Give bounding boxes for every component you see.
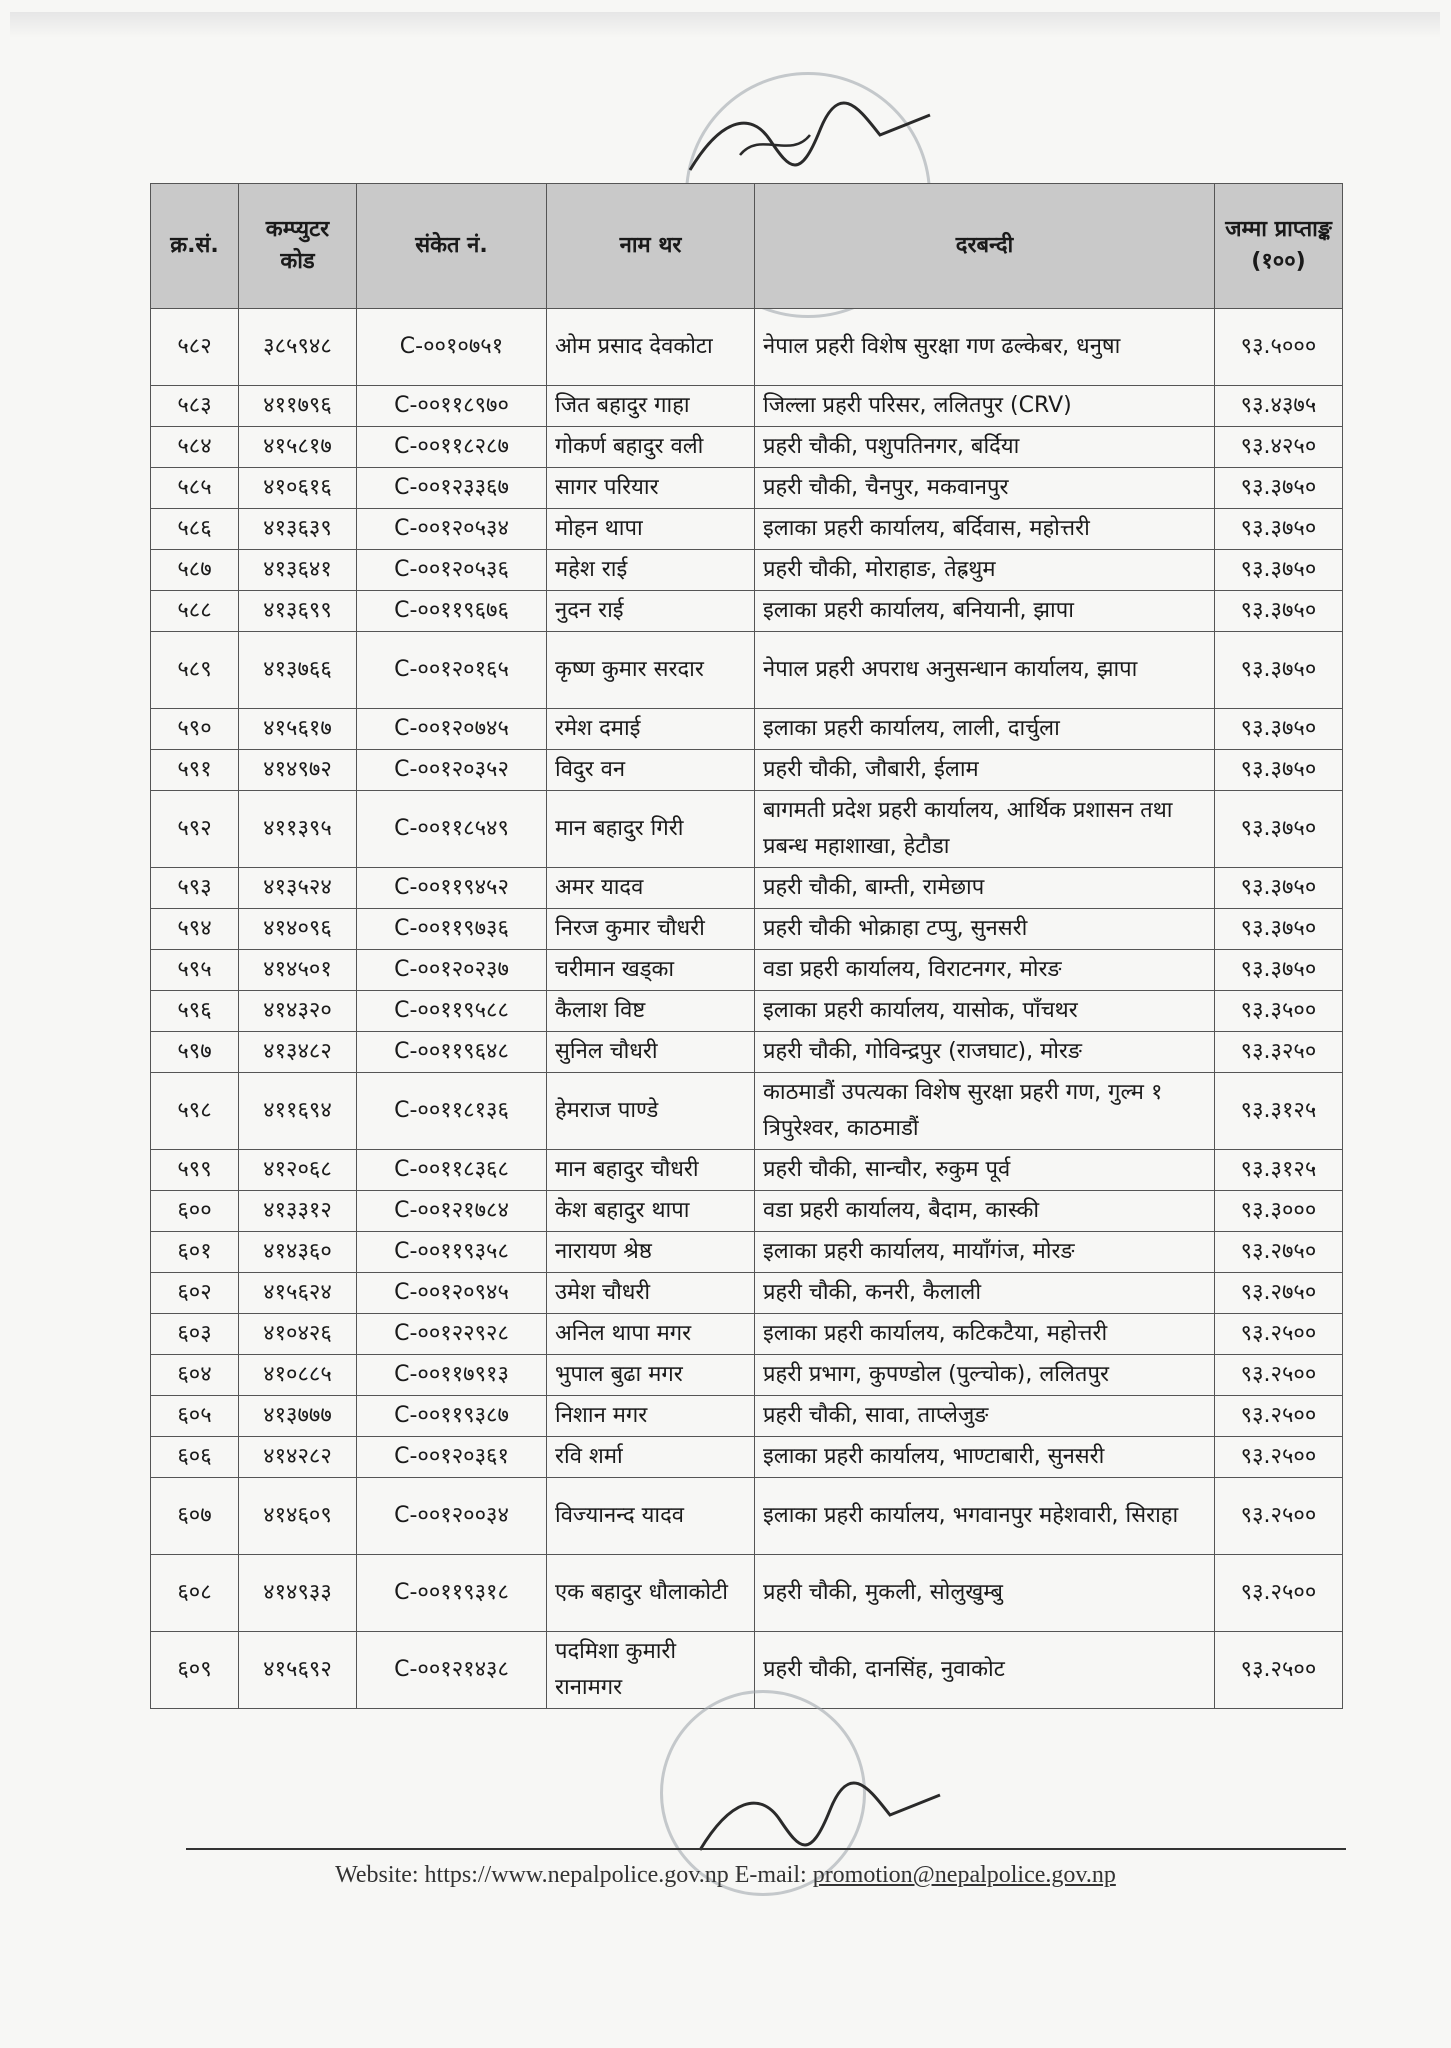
posting-cell: प्रहरी चौकी, जौबारी, ईलाम [755, 750, 1215, 791]
signature [680, 100, 940, 190]
name-cell: रवि शर्मा [547, 1437, 755, 1478]
computer-code-cell: ४१४०९६ [239, 909, 357, 950]
posting-cell: नेपाल प्रहरी विशेष सुरक्षा गण ढल्केबर, धनुषा [755, 309, 1215, 386]
posting-cell: इलाका प्रहरी कार्यालय, यासोक, पाँचथर [755, 991, 1215, 1032]
serial-number-cell: ६०५ [151, 1396, 239, 1437]
symbol-number-cell: C-००१२०१६५ [357, 632, 547, 709]
serial-number-cell: ५९४ [151, 909, 239, 950]
computer-code-cell: ४१३६४१ [239, 550, 357, 591]
name-cell: सुनिल चौधरी [547, 1032, 755, 1073]
name-cell: नारायण श्रेष्ठ [547, 1232, 755, 1273]
symbol-number-cell: C-००१२०३६१ [357, 1437, 547, 1478]
computer-code-cell: ४१३५२४ [239, 868, 357, 909]
total-score-cell: ९३.२५०० [1215, 1478, 1343, 1555]
footer-divider [186, 1848, 1346, 1850]
name-cell: उमेश चौधरी [547, 1273, 755, 1314]
signature-bottom [690, 1780, 950, 1870]
total-score-cell: ९३.२७५० [1215, 1273, 1343, 1314]
name-cell: मान बहादुर गिरी [547, 791, 755, 868]
serial-number-cell: ६०७ [151, 1478, 239, 1555]
computer-code-cell: ४१४९३३ [239, 1555, 357, 1632]
posting-cell: प्रहरी चौकी, सान्चौर, रुकुम पूर्व [755, 1150, 1215, 1191]
symbol-number-cell: C-००११८१३६ [357, 1073, 547, 1150]
posting-cell: प्रहरी चौकी भोक्राहा टप्पु, सुनसरी [755, 909, 1215, 950]
serial-number-cell: ५८६ [151, 509, 239, 550]
total-score-cell: ९३.३१२५ [1215, 1150, 1343, 1191]
name-cell: मोहन थापा [547, 509, 755, 550]
name-cell: अनिल थापा मगर [547, 1314, 755, 1355]
total-score-cell: ९३.२५०० [1215, 1632, 1343, 1709]
total-score-cell: ९३.२५०० [1215, 1437, 1343, 1478]
table-row [151, 1437, 1343, 1478]
posting-cell: प्रहरी चौकी, बाम्ती, रामेछाप [755, 868, 1215, 909]
table-row [151, 1396, 1343, 1437]
serial-number-cell: ५८४ [151, 427, 239, 468]
posting-cell: इलाका प्रहरी कार्यालय, लाली, दार्चुला [755, 709, 1215, 750]
symbol-number-cell: C-००११९३१८ [357, 1555, 547, 1632]
total-score-cell: ९३.५००० [1215, 309, 1343, 386]
total-score-cell: ९३.३७५० [1215, 909, 1343, 950]
computer-code-cell: ४१५६१७ [239, 709, 357, 750]
table-header-row [151, 184, 1343, 309]
total-score-cell: ९३.२५०० [1215, 1555, 1343, 1632]
table-row [151, 1478, 1343, 1555]
serial-number-cell: ५९८ [151, 1073, 239, 1150]
posting-cell: इलाका प्रहरी कार्यालय, भगवानपुर महेशवारी, सिराहा [755, 1478, 1215, 1555]
symbol-number-cell: C-००११९३५८ [357, 1232, 547, 1273]
name-cell: निरज कुमार चौधरी [547, 909, 755, 950]
total-score-cell: ९३.३७५० [1215, 709, 1343, 750]
table-row [151, 709, 1343, 750]
symbol-number-cell: C-००१२०९४५ [357, 1273, 547, 1314]
total-score-cell: ९३.३५०० [1215, 991, 1343, 1032]
symbol-number-cell: C-००१२१४३८ [357, 1632, 547, 1709]
footer [0, 1862, 1451, 1889]
computer-code-cell: ४१३४८२ [239, 1032, 357, 1073]
table-row [151, 1273, 1343, 1314]
symbol-number-cell: C-००१२०५३४ [357, 509, 547, 550]
posting-cell: जिल्ला प्रहरी परिसर, ललितपुर (CRV) [755, 386, 1215, 427]
computer-code-cell: ४१५६९२ [239, 1632, 357, 1709]
symbol-number-cell: C-००११८२८७ [357, 427, 547, 468]
posting-cell: प्रहरी चौकी, दानसिंह, नुवाकोट [755, 1632, 1215, 1709]
header-name: नाम थर [547, 184, 755, 309]
name-cell: विज्यानन्द यादव [547, 1478, 755, 1555]
posting-cell: प्रहरी चौकी, मुकली, सोलुखुम्बु [755, 1555, 1215, 1632]
posting-cell: बागमती प्रदेश प्रहरी कार्यालय, आर्थिक प्रशासन तथा प्रबन्ध महाशाखा, हेटौडा [755, 791, 1215, 868]
serial-number-cell: ५९१ [151, 750, 239, 791]
computer-code-cell: ४११३९५ [239, 791, 357, 868]
header-serial-number: क्र.सं. [151, 184, 239, 309]
serial-number-cell: ५९९ [151, 1150, 239, 1191]
serial-number-cell: ५८२ [151, 309, 239, 386]
computer-code-cell: ४१४३२० [239, 991, 357, 1032]
table-row [151, 468, 1343, 509]
table-row [151, 750, 1343, 791]
symbol-number-cell: C-००११९६४८ [357, 1032, 547, 1073]
total-score-cell: ९३.३७५० [1215, 750, 1343, 791]
total-score-cell: ९३.३७५० [1215, 632, 1343, 709]
total-score-cell: ९३.३७५० [1215, 868, 1343, 909]
serial-number-cell: ६०४ [151, 1355, 239, 1396]
header-computer-code: कम्प्युटर कोड [239, 184, 357, 309]
computer-code-cell: ४१५८१७ [239, 427, 357, 468]
table-row [151, 868, 1343, 909]
name-cell: कैलाश विष्ट [547, 991, 755, 1032]
computer-code-cell: ४१४९७२ [239, 750, 357, 791]
computer-code-cell: ४१३७६६ [239, 632, 357, 709]
serial-number-cell: ६०० [151, 1191, 239, 1232]
name-cell: अमर यादव [547, 868, 755, 909]
symbol-number-cell: C-००१०७५१ [357, 309, 547, 386]
computer-code-cell: ४१४५०१ [239, 950, 357, 991]
name-cell: नुदन राई [547, 591, 755, 632]
serial-number-cell: ५९२ [151, 791, 239, 868]
table-row [151, 550, 1343, 591]
table-row [151, 309, 1343, 386]
header-symbol-number: संकेत नं. [357, 184, 547, 309]
name-cell: महेश राई [547, 550, 755, 591]
computer-code-cell: ३८५९४८ [239, 309, 357, 386]
table-row [151, 791, 1343, 868]
serial-number-cell: ५८५ [151, 468, 239, 509]
table-row [151, 909, 1343, 950]
serial-number-cell: ६०८ [151, 1555, 239, 1632]
symbol-number-cell: C-००११७९१३ [357, 1355, 547, 1396]
serial-number-cell: ५८९ [151, 632, 239, 709]
name-cell: एक बहादुर धौलाकोटी [547, 1555, 755, 1632]
posting-cell: प्रहरी चौकी, मोराहाङ, तेह्रथुम [755, 550, 1215, 591]
name-cell: रमेश दमाई [547, 709, 755, 750]
name-cell: कृष्ण कुमार सरदार [547, 632, 755, 709]
total-score-cell: ९३.३७५० [1215, 950, 1343, 991]
table-row [151, 950, 1343, 991]
table-row [151, 1032, 1343, 1073]
footer-website-text: Website: https://www.nepalpolice.gov.np E-mail: [335, 1862, 813, 1888]
symbol-number-cell: C-००१२०३५२ [357, 750, 547, 791]
serial-number-cell: ५९७ [151, 1032, 239, 1073]
table-row [151, 1073, 1343, 1150]
total-score-cell: ९३.३७५० [1215, 791, 1343, 868]
posting-cell: इलाका प्रहरी कार्यालय, बर्दिवास, महोत्तरी [755, 509, 1215, 550]
table-body [151, 309, 1343, 1709]
header-total-score: जम्मा प्राप्ताङ्क (१००) [1215, 184, 1343, 309]
name-cell: मान बहादुर चौधरी [547, 1150, 755, 1191]
table-row [151, 427, 1343, 468]
computer-code-cell: ४१३७७७ [239, 1396, 357, 1437]
symbol-number-cell: C-००११८५४९ [357, 791, 547, 868]
total-score-cell: ९३.३००० [1215, 1191, 1343, 1232]
serial-number-cell: ५९० [151, 709, 239, 750]
posting-cell: प्रहरी चौकी, कनरी, कैलाली [755, 1273, 1215, 1314]
table-row [151, 632, 1343, 709]
total-score-cell: ९३.४२५० [1215, 427, 1343, 468]
computer-code-cell: ४१३३१२ [239, 1191, 357, 1232]
serial-number-cell: ६०१ [151, 1232, 239, 1273]
computer-code-cell: ४१०८८५ [239, 1355, 357, 1396]
symbol-number-cell: C-००११९३८७ [357, 1396, 547, 1437]
computer-code-cell: ४१४३६० [239, 1232, 357, 1273]
name-cell: भुपाल बुढा मगर [547, 1355, 755, 1396]
symbol-number-cell: C-००११९७३६ [357, 909, 547, 950]
computer-code-cell: ४१४६०९ [239, 1478, 357, 1555]
table-row [151, 509, 1343, 550]
serial-number-cell: ५९५ [151, 950, 239, 991]
computer-code-cell: ४१०४२६ [239, 1314, 357, 1355]
total-score-cell: ९३.४३७५ [1215, 386, 1343, 427]
serial-number-cell: ६०९ [151, 1632, 239, 1709]
computer-code-cell: ४१२०६८ [239, 1150, 357, 1191]
name-cell: चरीमान खड्का [547, 950, 755, 991]
computer-code-cell: ४१३६९९ [239, 591, 357, 632]
name-cell: गोकर्ण बहादुर वली [547, 427, 755, 468]
table-row [151, 1191, 1343, 1232]
table-row [151, 1232, 1343, 1273]
table-row [151, 1314, 1343, 1355]
posting-cell: प्रहरी चौकी, चैनपुर, मकवानपुर [755, 468, 1215, 509]
serial-number-cell: ६०२ [151, 1273, 239, 1314]
posting-cell: प्रहरी चौकी, पशुपतिनगर, बर्दिया [755, 427, 1215, 468]
symbol-number-cell: C-००१२०५३६ [357, 550, 547, 591]
computer-code-cell: ४११७९६ [239, 386, 357, 427]
symbol-number-cell: C-००१२००३४ [357, 1478, 547, 1555]
name-cell: हेमराज पाण्डे [547, 1073, 755, 1150]
computer-code-cell: ४१३६३९ [239, 509, 357, 550]
serial-number-cell: ५८७ [151, 550, 239, 591]
symbol-number-cell: C-००११९४५२ [357, 868, 547, 909]
table-row [151, 591, 1343, 632]
posting-cell: प्रहरी चौकी, सावा, ताप्लेजुङ [755, 1396, 1215, 1437]
serial-number-cell: ५८८ [151, 591, 239, 632]
total-score-cell: ९३.३१२५ [1215, 1073, 1343, 1150]
posting-cell: इलाका प्रहरी कार्यालय, बनियानी, झापा [755, 591, 1215, 632]
table-row [151, 386, 1343, 427]
symbol-number-cell: C-००१२३३६७ [357, 468, 547, 509]
posting-cell: प्रहरी प्रभाग, कुपण्डोल (पुल्चोक), ललितपुर [755, 1355, 1215, 1396]
posting-cell: प्रहरी चौकी, गोविन्द्रपुर (राजघाट), मोरङ [755, 1032, 1215, 1073]
symbol-number-cell: C-००१२०२३७ [357, 950, 547, 991]
promotion-results-table [150, 183, 1343, 1709]
total-score-cell: ९३.३७५० [1215, 468, 1343, 509]
posting-cell: इलाका प्रहरी कार्यालय, भाण्टाबारी, सुनसरी [755, 1437, 1215, 1478]
symbol-number-cell: C-००११८९७० [357, 386, 547, 427]
name-cell: विदुर वन [547, 750, 755, 791]
posting-cell: काठमाडौं उपत्यका विशेष सुरक्षा प्रहरी गण, गुल्म १ त्रिपुरेश्वर, काठमाडौं [755, 1073, 1215, 1150]
posting-cell: वडा प्रहरी कार्यालय, बैदाम, कास्की [755, 1191, 1215, 1232]
symbol-number-cell: C-००११९६७६ [357, 591, 547, 632]
name-cell: निशान मगर [547, 1396, 755, 1437]
computer-code-cell: ४१०६१६ [239, 468, 357, 509]
name-cell: केश बहादुर थापा [547, 1191, 755, 1232]
serial-number-cell: ५८३ [151, 386, 239, 427]
total-score-cell: ९३.३७५० [1215, 550, 1343, 591]
total-score-cell: ९३.२५०० [1215, 1314, 1343, 1355]
total-score-cell: ९३.२५०० [1215, 1355, 1343, 1396]
computer-code-cell: ४१५६२४ [239, 1273, 357, 1314]
computer-code-cell: ४११६९४ [239, 1073, 357, 1150]
name-cell: ओम प्रसाद देवकोटा [547, 309, 755, 386]
total-score-cell: ९३.२५०० [1215, 1396, 1343, 1437]
symbol-number-cell: C-००११८३६८ [357, 1150, 547, 1191]
serial-number-cell: ६०३ [151, 1314, 239, 1355]
name-cell: सागर परियार [547, 468, 755, 509]
footer-email-link[interactable]: promotion@nepalpolice.gov.np [812, 1862, 1116, 1888]
scan-top-shade [10, 12, 1440, 38]
posting-cell: वडा प्रहरी कार्यालय, विराटनगर, मोरङ [755, 950, 1215, 991]
total-score-cell: ९३.३७५० [1215, 509, 1343, 550]
name-cell: पदमिशा कुमारी रानामगर [547, 1632, 755, 1709]
serial-number-cell: ६०६ [151, 1437, 239, 1478]
table-row [151, 1150, 1343, 1191]
posting-cell: इलाका प्रहरी कार्यालय, मायाँगंज, मोरङ [755, 1232, 1215, 1273]
total-score-cell: ९३.३२५० [1215, 1032, 1343, 1073]
header-posting: दरबन्दी [755, 184, 1215, 309]
computer-code-cell: ४१४२८२ [239, 1437, 357, 1478]
serial-number-cell: ५९६ [151, 991, 239, 1032]
total-score-cell: ९३.२७५० [1215, 1232, 1343, 1273]
symbol-number-cell: C-००१२२९२८ [357, 1314, 547, 1355]
total-score-cell: ९३.३७५० [1215, 591, 1343, 632]
table-row [151, 991, 1343, 1032]
posting-cell: नेपाल प्रहरी अपराध अनुसन्धान कार्यालय, झापा [755, 632, 1215, 709]
table-row [151, 1355, 1343, 1396]
symbol-number-cell: C-००१२०७४५ [357, 709, 547, 750]
serial-number-cell: ५९३ [151, 868, 239, 909]
symbol-number-cell: C-००१२१७८४ [357, 1191, 547, 1232]
posting-cell: इलाका प्रहरी कार्यालय, कटिकटैया, महोत्तरी [755, 1314, 1215, 1355]
table-row [151, 1555, 1343, 1632]
symbol-number-cell: C-००११९५८८ [357, 991, 547, 1032]
name-cell: जित बहादुर गाहा [547, 386, 755, 427]
